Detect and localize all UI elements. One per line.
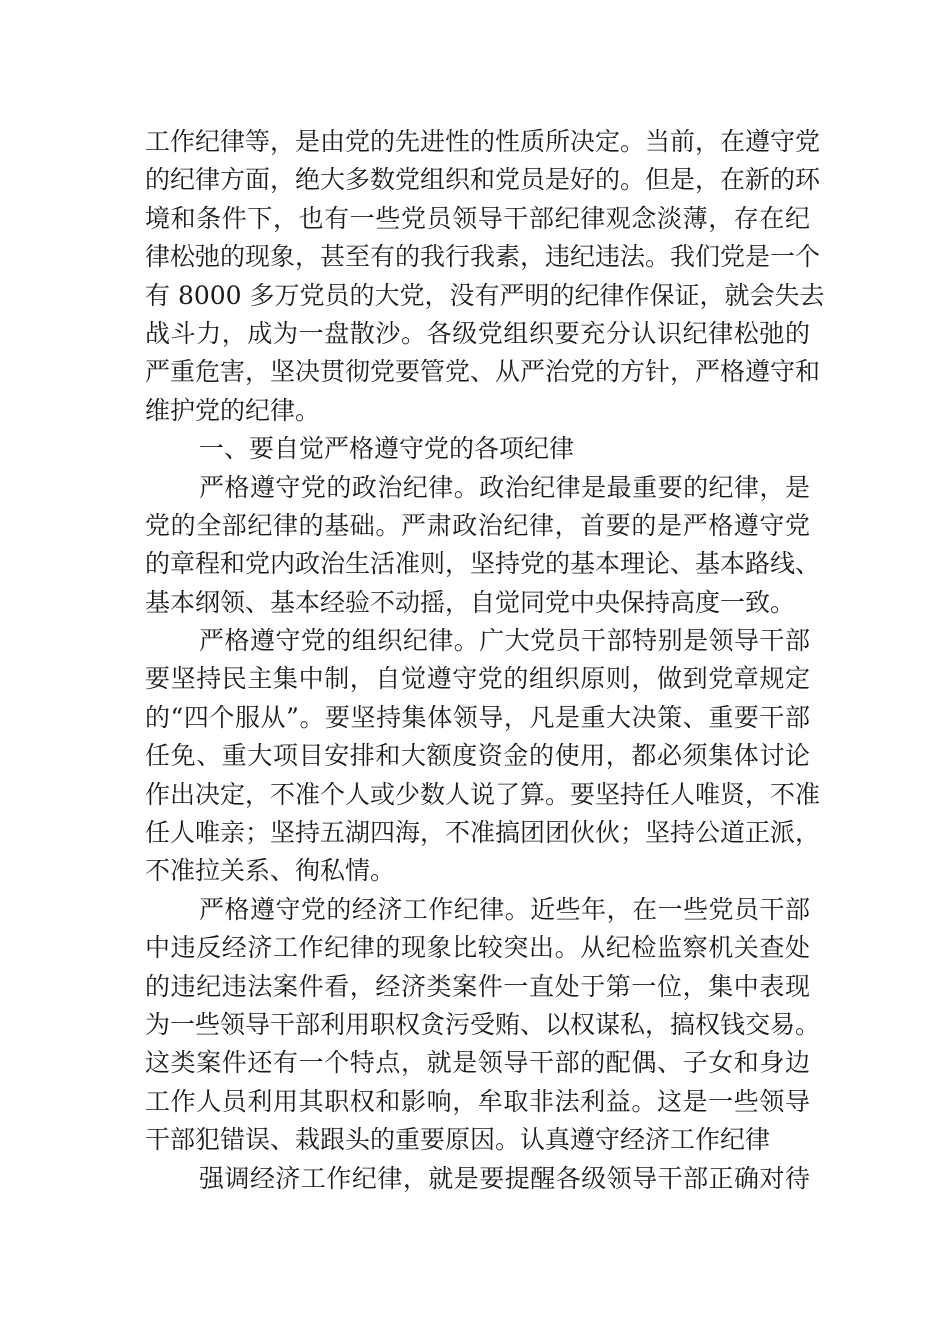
paragraph-line: 的章程和党内政治生活准则，坚持党的基本理论、基本路线、	[145, 549, 821, 579]
paragraph-line: 有 8000 多万党员的大党，没有严明的纪律作保证，就会失去	[145, 280, 825, 310]
paragraph-line: 的“四个服从”。要坚持集体领导，凡是重大决策、重要干部	[145, 702, 810, 732]
section-heading: 一、要自觉严格遵守党的各项纪律	[199, 434, 575, 464]
paragraph-line: 战斗力，成为一盘散沙。各级党组织要充分认识纪律松弛的	[145, 318, 810, 348]
paragraph-line: 这类案件还有一个特点，就是领导干部的配偶、子女和身边	[145, 1048, 810, 1078]
paragraph-line: 要坚持民主集中制，自觉遵守党的组织原则，做到党章规定	[145, 664, 810, 694]
paragraph-line: 工作纪律等，是由党的先进性的性质所决定。当前，在遵守党	[145, 127, 821, 156]
paragraph-line: 为一些领导干部利用职权贪污受贿、以权谋私，搞权钱交易。	[145, 1009, 821, 1039]
paragraph-line: 作出决定，不准个人或少数人说了算。要坚持任人唯贤，不准	[145, 779, 821, 809]
paragraph-line: 严重危害，坚决贯彻党要管党、从严治党的方针，严格遵守和	[145, 357, 821, 387]
paragraph-line: 维护党的纪律。	[145, 395, 321, 425]
paragraph-line: 强调经济工作纪律，就是要提醒各级领导干部正确对待	[199, 1163, 810, 1193]
paragraph-line: 不准拉关系、徇私情。	[145, 856, 396, 886]
paragraph-line: 党的全部纪律的基础。严肃政治纪律，首要的是严格遵守党	[145, 510, 810, 540]
paragraph-line: 的纪律方面，绝大多数党组织和党员是好的。但是，在新的环	[145, 165, 821, 195]
paragraph-line: 干部犯错误、栽跟头的重要原因。认真遵守经济工作纪律	[145, 1125, 771, 1155]
paragraph-line: 任人唯亲；坚持五湖四海，不准搞团团伙伙；坚持公道正派，	[145, 818, 821, 848]
paragraph-line: 工作人员利用其职权和影响，牟取非法利益。这是一些领导	[145, 1086, 810, 1116]
paragraph-line: 律松弛的现象，甚至有的我行我素，违纪违法。我们党是一个	[145, 242, 821, 272]
body-text	[145, 123, 825, 1198]
paragraph-line: 境和条件下，也有一些党员领导干部纪律观念淡薄，存在纪	[145, 203, 810, 233]
paragraph-line: 中违反经济工作纪律的现象比较突出。从纪检监察机关查处	[145, 933, 810, 963]
paragraph-line: 严格遵守党的经济工作纪律。近些年，在一些党员干部	[199, 894, 810, 924]
paragraph-line: 严格遵守党的组织纪律。广大党员干部特别是领导干部	[199, 626, 810, 656]
paragraph-line: 基本纲领、基本经验不动摇，自觉同党中央保持高度一致。	[145, 587, 796, 617]
paragraph-line: 的违纪违法案件看，经济类案件一直处于第一位，集中表现	[145, 971, 810, 1001]
paragraph-line: 严格遵守党的政治纪律。政治纪律是最重要的纪律，是	[199, 472, 810, 502]
paragraph-line: 任免、重大项目安排和大额度资金的使用，都必须集体讨论	[145, 741, 810, 771]
